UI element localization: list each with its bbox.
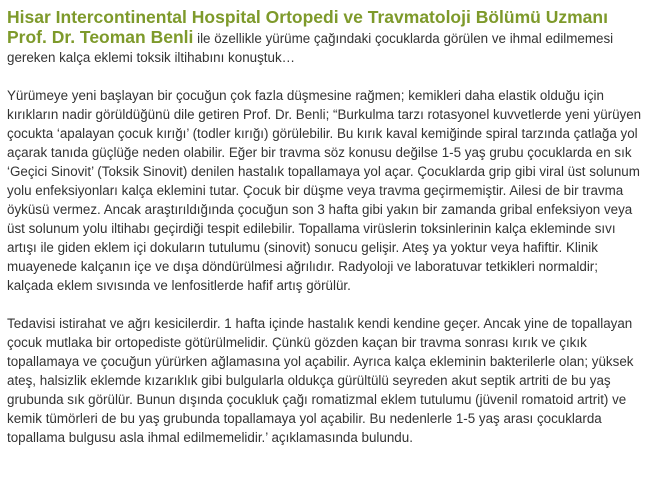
lead-title: Hisar Intercontinental Hospital Ortopedi ve Travmatoloji Bölümü Uzmanı Prof. Dr. Teoman Benli xyxy=(7,7,608,47)
lead-paragraph xyxy=(7,8,645,67)
body-paragraph-2: Tedavisi istirahat ve ağrı kesicilerdir. 1 hafta içinde hastalık kendi kendine geçer. Ancak yine de topallayan çocuk mutlaka bir ortopediste götürülmelidir. Çünkü gözden kaçan bir travma sonrası kırık ve çıkık topallamaya ve çocuğun yürürken ağlamasına yol açabilir. Ayrıca kalça ekleminin bakterilerle olan; yüksek ateş, halsizlik eklemde kızarıklık gibi bulgularla oldukça gürültülü seyreden akut septik artriti de bu yaş grubunda sık görülür. Bunun dışında çocukluk çağı romatizmal eklem tutulumu (jüvenil romatoid artrit) ve kemik tümörleri de bu yaş grubunda topallamaya yol açabilir. Bu nedenlerle 1-5 yaş arası çocuklarda topallama bulgusu asla ihmal edilmemelidir.’ açıklamasında bulundu. xyxy=(7,316,634,445)
lead-text: ile özellikle yürüme çağındaki çocuklarda görülen ve ihmal edilmemesi gereken kalça eklemi toksik iltihabını konuştuk… xyxy=(7,31,614,65)
body-paragraph-1: Yürümeye yeni başlayan bir çocuğun çok fazla düşmesine rağmen; kemikleri daha elastik olduğu için kırıkların nadir görüldüğünü dile getiren Prof. Dr. Benli; “Burkulma tarzı rotasyonel kuvvetlerde yeni yürüyen çocukta ‘apalayan çocuk kırığı’ (todler kırığı) görülebilir. Bu kırık kaval kemiğinde spiral tarzında çatlağa yol açarak tanıda güçlüğe neden olabilir. Eğer bir travma söz konusu değilse 1-5 yaş grubu çocuklarda en sık ‘Geçici Sinovit’ (Toksik Sinovit) denilen hastalık topallamaya yol açar. Çocuklarda grip gibi viral üst solunum yolu enfeksiyonları kalça eklemini tutar. Çocuk bir düşme veya travma geçirmemiştir. Ailesi de bir travma öyküsü vermez. Ancak araştırıldığında çocuğun son 3 hafta gibi yakın bir zamanda gribal enfeksiyon veya üst solunum yolu iltihabı geçirdiği tespit edilebilir. Topallama virüslerin toksinlerinin kalça ekleminde sıvı artışı ile giden eklem içi dokuların tutulumu (sinovit) sonucu gelişir. Ateş ya yoktur veya hafiftir. Klinik muayenede kalçanın içe ve dışa döndürülmesi ağrılıdır. Radyoloji ve laboratuvar tetkikleri normaldir; kalçada eklem sıvısında ve lenfositlerde hafif artış görülür. xyxy=(7,88,642,293)
